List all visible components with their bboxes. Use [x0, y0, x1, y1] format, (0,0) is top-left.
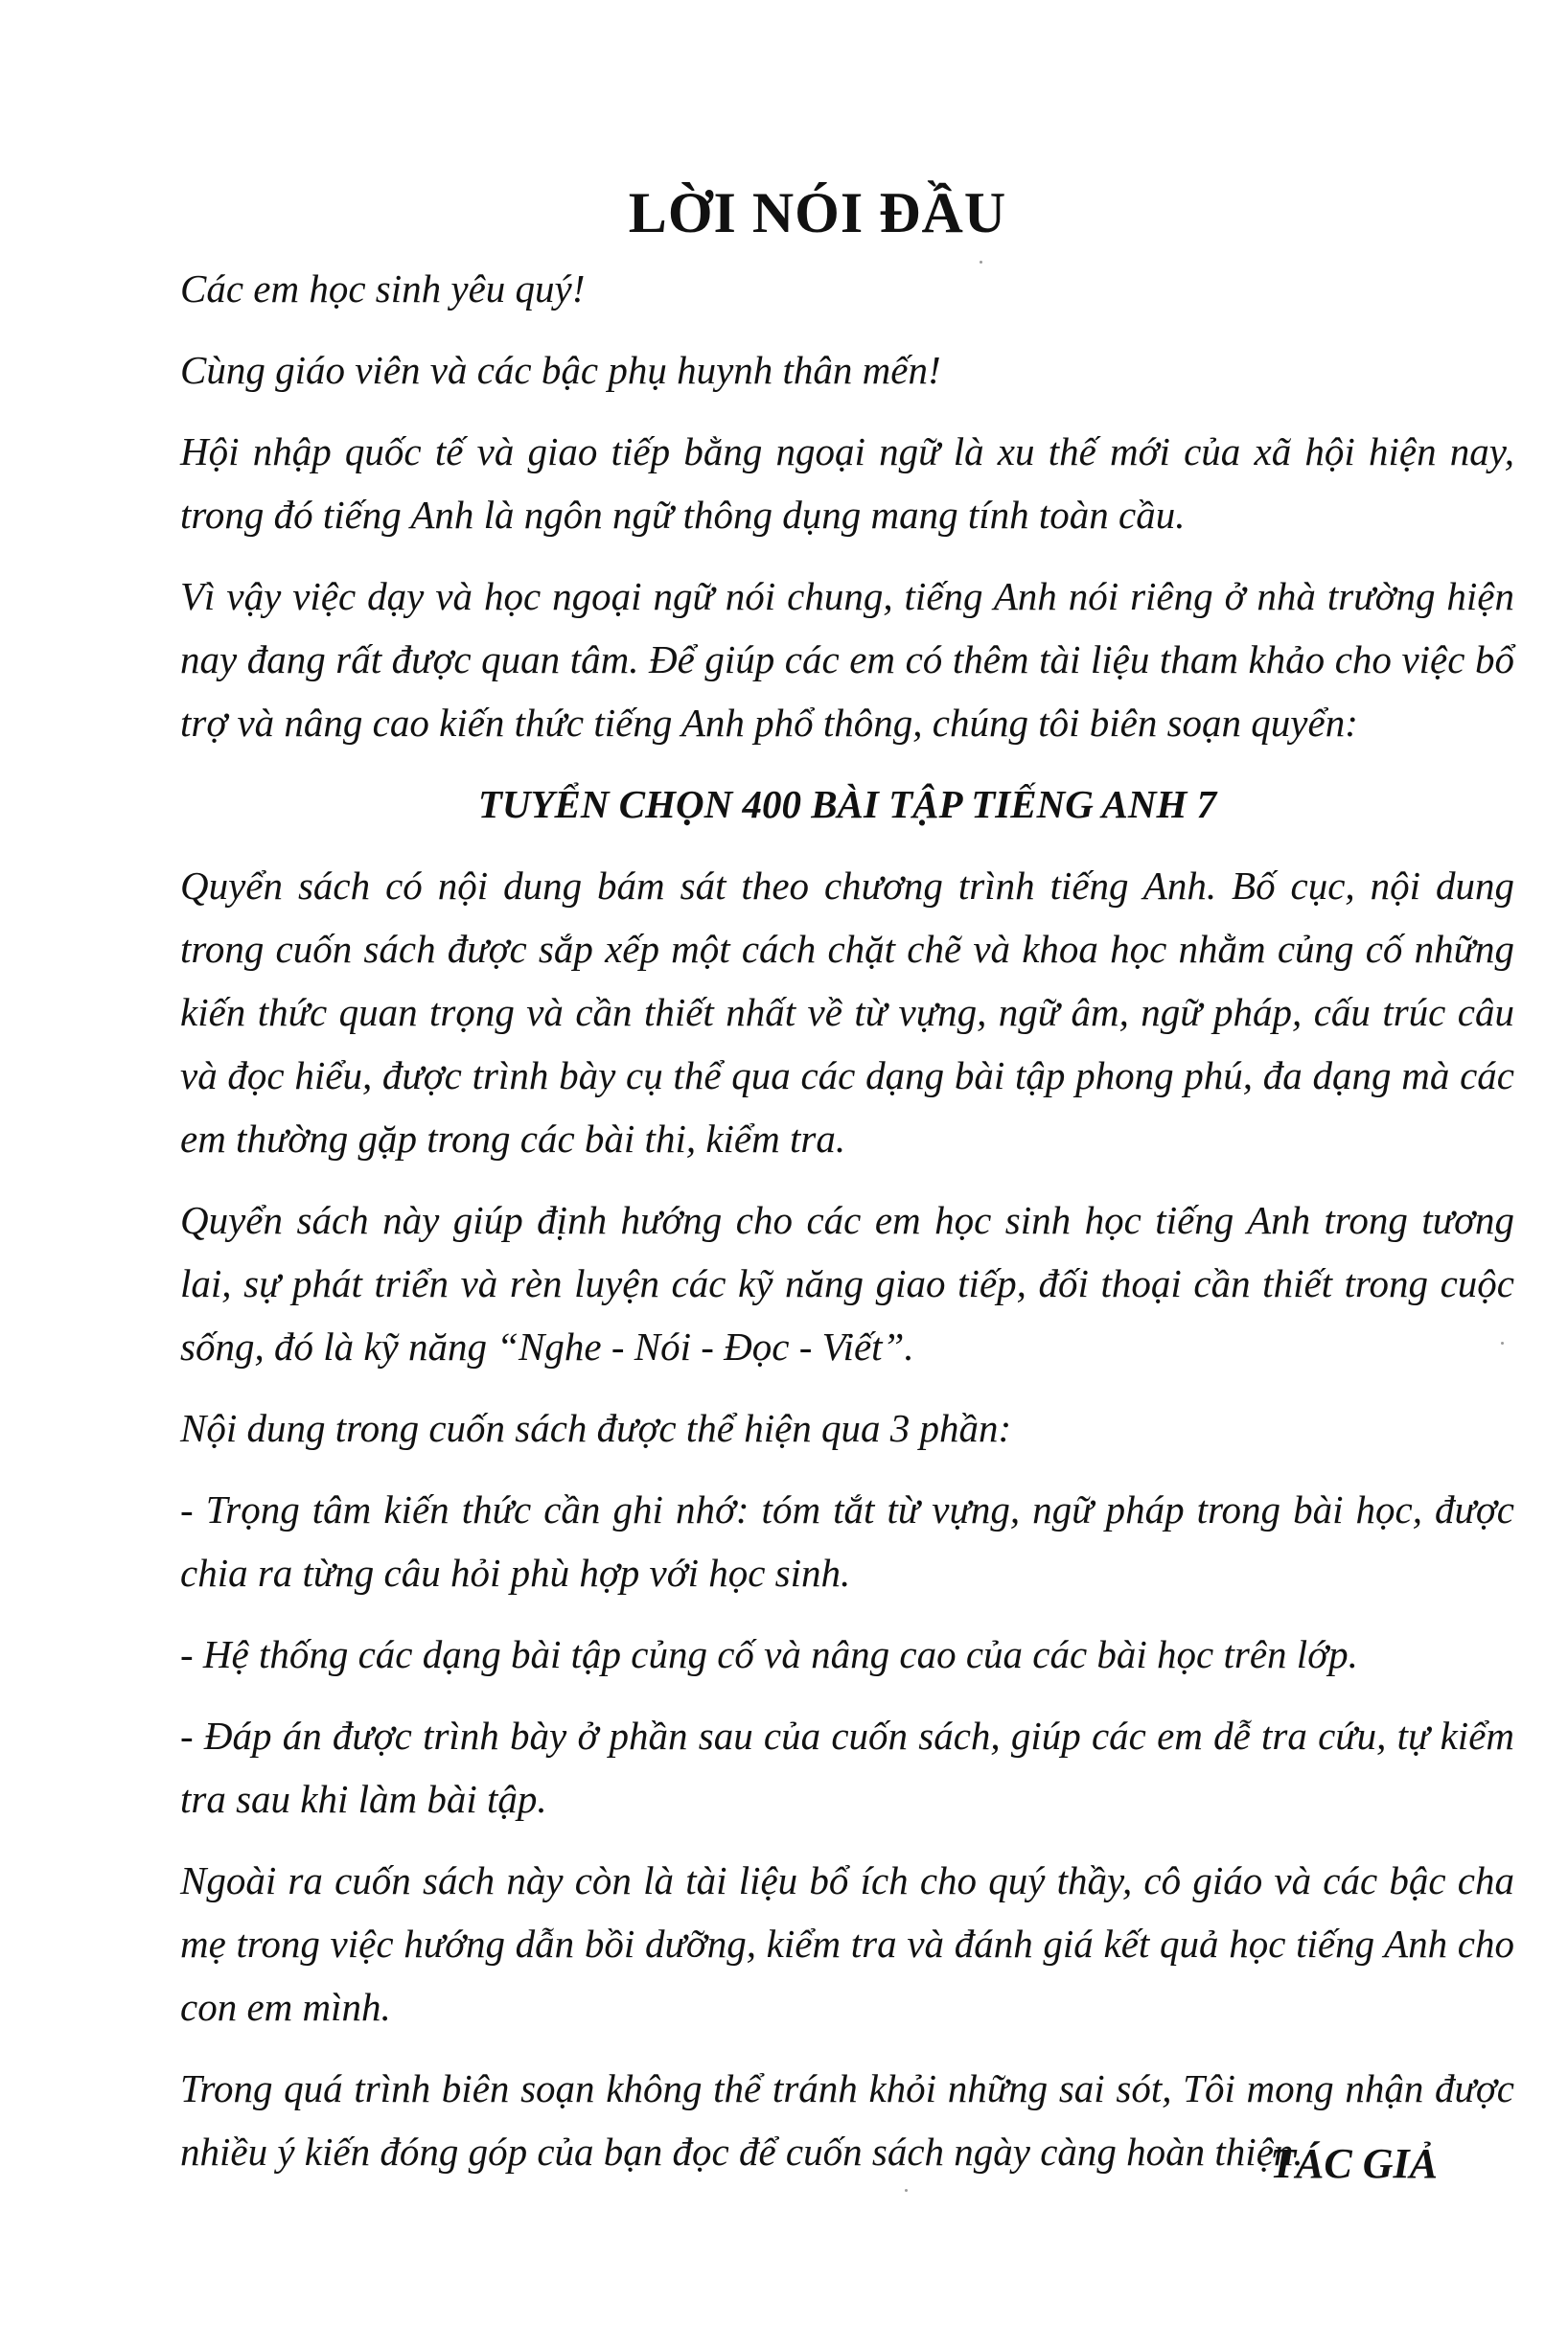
greeting-teachers-parents: Cùng giáo viên và các bậc phụ huynh thân mến! [180, 348, 941, 392]
scan-speck [905, 2189, 908, 2192]
preface-body [180, 257, 1514, 2201]
list-item-knowledge: - Trọng tâm kiến thức cần ghi nhớ: tóm tắt từ vựng, ngữ pháp trong bài học, được chia ra từng câu hỏi phù hợp với học sinh. [180, 1487, 1514, 1595]
list-item-exercises: - Hệ thống các dạng bài tập củng cố và nâng cao của các bài học trên lớp. [180, 1632, 1358, 1676]
paragraph-purpose: Vì vậy việc dạy và học ngoại ngữ nói chung, tiếng Anh nói riêng ở nhà trường hiện nay đang rất được quan tâm. Để giúp các em có thêm tài liệu tham khảo cho việc bổ trợ và nâng cao kiến thức tiếng Anh phổ thông, chúng tôi biên soạn quyển: [180, 574, 1514, 745]
scan-speck [1501, 1342, 1504, 1345]
list-item-answers: - Đáp án được trình bày ở phần sau của cuốn sách, giúp các em dễ tra cứu, tự kiểm tra sau khi làm bài tập. [180, 1714, 1514, 1821]
paragraph-content: Quyển sách có nội dung bám sát theo chương trình tiếng Anh. Bố cục, nội dung trong cuốn sách được sắp xếp một cách chặt chẽ và khoa học nhằm củng cố những kiến thức quan trọng và cần thiết nhất về từ vựng, ngữ âm, ngữ pháp, cấu trúc câu và đọc hiểu, được trình bày cụ thể qua các dạng bài tập phong phú, đa dạng mà các em thường gặp trong các bài thi, kiểm tra. [180, 864, 1514, 1161]
author-signature: TÁC GIẢ [1270, 2140, 1438, 2187]
book-title: TUYỂN CHỌN 400 BÀI TẬP TIẾNG ANH 7 [477, 782, 1217, 826]
paragraph-closing: Trong quá trình biên soạn không thể tránh khỏi những sai sót, Tôi mong nhận được nhiều ý kiến đóng góp của bạn đọc để cuốn sách ngày càng hoàn thiện. [180, 2066, 1514, 2174]
scan-speck [980, 261, 982, 264]
greeting-students: Các em học sinh yêu quý! [180, 266, 586, 311]
paragraph-teachers: Ngoài ra cuốn sách này còn là tài liệu bổ ích cho quý thầy, cô giáo và các bậc cha mẹ trong việc hướng dẫn bồi dưỡng, kiểm tra và đánh giá kết quả học tiếng Anh cho con em mình. [180, 1858, 1514, 2029]
paragraph-orientation: Quyển sách này giúp định hướng cho các em học sinh học tiếng Anh trong tương lai, sự phát triển và rèn luyện các kỹ năng giao tiếp, đối thoại cần thiết trong cuộc sống, đó là kỹ năng “Nghe - Nói - Đọc - Viết”. [180, 1198, 1514, 1369]
page-title: LỜI NÓI ĐẦU [628, 181, 1007, 244]
paragraph-parts-intro: Nội dung trong cuốn sách được thể hiện qua 3 phần: [180, 1406, 1012, 1450]
paragraph-intro: Hội nhập quốc tế và giao tiếp bằng ngoại ngữ là xu thế mới của xã hội hiện nay, trong đó tiếng Anh là ngôn ngữ thông dụng mang tính toàn cầu. [180, 429, 1514, 537]
